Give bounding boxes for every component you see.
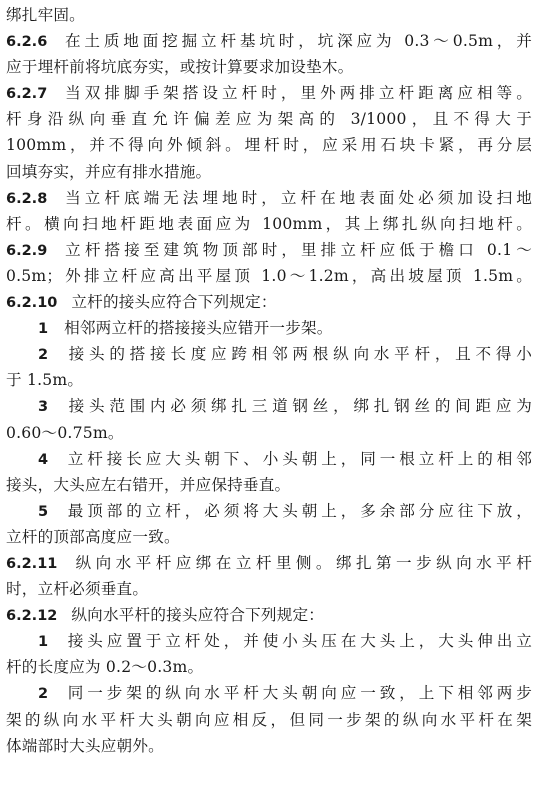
line-text: 同一步架的纵向水平杆大头朝向应一致，上下相邻两步 xyxy=(64,684,532,703)
clause-number: 6.2.6 xyxy=(6,34,48,51)
line-text: 接头，大头应左右错开，并应保持垂直。 xyxy=(6,475,291,494)
line-text: 接头范围内必须绑扎三道钢丝，绑扎钢丝的间距应为 xyxy=(64,397,532,416)
item-number: 4 xyxy=(38,451,49,468)
text-line xyxy=(6,341,532,367)
text-line xyxy=(6,472,532,498)
line-text: 相邻两立杆的搭接接头应错开一步架。 xyxy=(64,319,333,338)
text-line xyxy=(6,211,532,237)
text-line xyxy=(6,576,532,602)
text-line xyxy=(6,446,532,472)
line-text: 100mm，并不得向外倾斜。埋杆时，应采用石块卡紧，再分层 xyxy=(6,136,532,155)
line-text: 架的纵向水平杆大头朝向应相反，但同一步架的纵向水平杆在架 xyxy=(6,710,532,729)
item-number: 1 xyxy=(38,634,49,651)
item-number: 5 xyxy=(38,503,49,520)
line-text: 杆身沿纵向垂直允许偏差应为架高的 3/1000，且不得大于 xyxy=(6,110,532,129)
text-line xyxy=(6,106,532,132)
clause-number: 6.2.10 xyxy=(6,295,58,312)
text-line xyxy=(6,498,532,524)
item-number: 3 xyxy=(38,399,49,416)
line-text: 体端部时大头应朝外。 xyxy=(6,736,164,755)
text-line xyxy=(6,185,532,211)
clause-number: 6.2.11 xyxy=(6,555,58,572)
text-line xyxy=(6,367,532,393)
item-number: 2 xyxy=(38,347,49,364)
text-line xyxy=(6,28,532,54)
clause-number: 6.2.8 xyxy=(6,190,48,207)
line-text: 杆的长度应为 0.2～0.3m。 xyxy=(6,658,204,677)
line-text: 绑扎牢固。 xyxy=(6,6,85,24)
line-text: 于 1.5m。 xyxy=(6,371,84,390)
line-text: 接头应置于立杆处，并使小头压在大头上，大头伸出立 xyxy=(64,632,532,651)
line-text: 0.60～0.75m。 xyxy=(6,423,124,442)
item-number: 1 xyxy=(38,321,49,338)
line-text: 立杆的顶部高度应一致。 xyxy=(6,527,180,546)
text-line xyxy=(6,550,532,576)
text-line xyxy=(6,263,532,289)
text-line xyxy=(6,159,532,185)
line-text: 杆。横向扫地杆距地表面应为 100mm，其上绑扎纵向扫地杆。 xyxy=(6,214,532,233)
line-text: 0.5m；外排立杆应高出平屋顶 1.0～1.2m，高出坡屋顶 1.5m。 xyxy=(6,266,532,285)
line-text: 在土质地面挖掘立杆基坑时，坑深应为 0.3～0.5m，并 xyxy=(61,32,532,51)
line-text: 应于埋杆前将坑底夯实，或按计算要求加设垫木。 xyxy=(6,58,354,77)
line-text: 立杆的接头应符合下列规定： xyxy=(71,293,277,312)
line-text: 回填夯实，并应有排水措施。 xyxy=(6,162,212,181)
text-line xyxy=(6,602,532,628)
line-text: 当立杆底端无法埋地时，立杆在地表面处必须加设扫地 xyxy=(61,188,532,207)
text-line xyxy=(6,393,532,419)
clause-number: 6.2.9 xyxy=(6,242,48,259)
line-text: 立杆搭接至建筑物顶部时，里排立杆应低于檐口 0.1～ xyxy=(61,240,532,259)
text-line xyxy=(6,2,532,28)
text-line xyxy=(6,733,532,759)
line-text: 纵向水平杆的接头应符合下列规定： xyxy=(71,606,325,625)
text-line xyxy=(6,289,532,315)
clause-number: 6.2.7 xyxy=(6,86,48,103)
text-line xyxy=(6,420,532,446)
line-text: 纵向水平杆应绑在立杆里侧。绑扎第一步纵向水平杆 xyxy=(71,553,532,572)
text-line xyxy=(6,315,532,341)
item-number: 2 xyxy=(38,686,49,703)
text-line xyxy=(6,628,532,654)
text-line xyxy=(6,80,532,106)
text-line xyxy=(6,680,532,706)
text-line xyxy=(6,132,532,158)
clause-number: 6.2.12 xyxy=(6,608,58,625)
line-text: 最顶部的立杆，必须将大头朝上，多余部分应往下放， xyxy=(64,501,532,520)
line-text: 当双排脚手架搭设立杆时，里外两排立杆距离应相等。 xyxy=(61,84,532,103)
text-line xyxy=(6,654,532,680)
text-line xyxy=(6,237,532,263)
line-text: 立杆接长应大头朝下、小头朝上，同一根立杆上的相邻 xyxy=(64,449,532,468)
text-line xyxy=(6,54,532,80)
text-line xyxy=(6,524,532,550)
line-text: 时，立杆必须垂直。 xyxy=(6,580,149,599)
line-text: 接头的搭接长度应跨相邻两根纵向水平杆，且不得小 xyxy=(64,345,532,364)
text-line xyxy=(6,707,532,733)
